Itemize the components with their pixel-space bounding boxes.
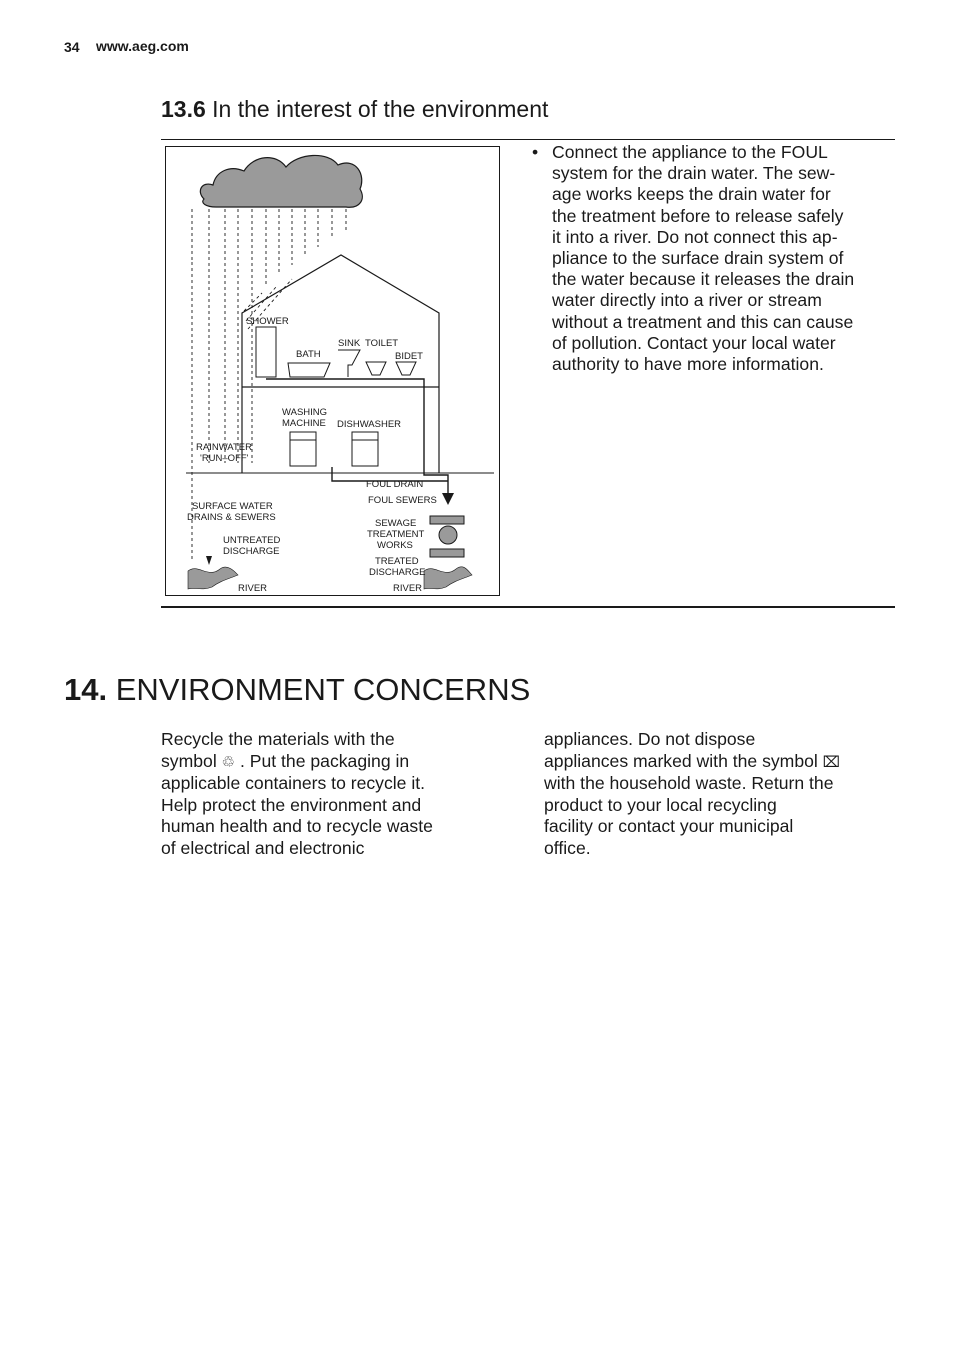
bullet-line: the treatment before to release safely <box>552 205 844 226</box>
recycle-icon: ♲ <box>221 753 236 771</box>
bullet-line: it into a river. Do not connect this ap- <box>552 226 838 247</box>
body-line: office. <box>544 837 591 858</box>
bullet-line: of pollution. Contact your local water <box>552 332 836 353</box>
house-outline <box>242 255 439 473</box>
label-river-right: RIVER <box>393 583 423 594</box>
dishwasher-unit <box>352 432 378 466</box>
bullet-line: authority to have more information. <box>552 354 824 375</box>
section-title-text: In the interest of the environment <box>212 96 549 122</box>
body-line: Help protect the environment and <box>161 794 422 815</box>
body-line: appliances marked with the symbol <box>544 750 818 771</box>
body-line: symbol <box>161 750 217 771</box>
chapter-title-text: ENVIRONMENT CONCERNS <box>115 672 531 707</box>
page-number: 34 <box>64 39 80 55</box>
section-title <box>161 96 548 123</box>
label-treated-2: DISCHARGE <box>369 567 426 578</box>
treatment-tank-top <box>430 516 464 524</box>
label-sewage-1: SEWAGE <box>375 518 417 529</box>
cloud-icon <box>200 155 362 207</box>
chapter-title <box>64 672 530 708</box>
label-sink: SINK <box>338 338 361 349</box>
body-line: of electrical and electronic <box>161 837 365 858</box>
label-washing-2: MACHINE <box>282 418 326 429</box>
label-bath: BATH <box>296 349 321 360</box>
bullet-line: Connect the appliance to the FOUL <box>552 142 828 162</box>
section-top-rule <box>161 139 895 140</box>
body-column-left <box>161 729 471 860</box>
label-washing-1: WASHING <box>282 407 328 418</box>
bath-unit <box>288 363 330 377</box>
body-line: appliances. Do not dispose <box>544 729 756 749</box>
bullet-line: age works keeps the drain water for <box>552 184 831 205</box>
label-foul-drain: FOUL DRAIN <box>366 479 424 490</box>
body-line: product to your local recycling <box>544 794 777 815</box>
body-line: with the household waste. Return the <box>544 773 834 794</box>
sink-unit <box>338 350 360 377</box>
body-line: facility or contact your municipal <box>544 816 794 837</box>
label-untreated-2: DISCHARGE <box>223 546 280 557</box>
label-treated-1: TREATED <box>375 556 419 567</box>
treatment-tank-middle <box>439 526 457 544</box>
foul-drain-arrow <box>442 493 454 505</box>
label-toilet: TOILET <box>365 338 399 349</box>
label-surface-1: SURFACE WATER <box>192 501 273 512</box>
body-line: Recycle the materials with the <box>161 729 395 749</box>
label-shower: SHOWER <box>246 316 289 327</box>
section-bottom-rule <box>161 606 895 608</box>
label-sewage-3: WORKS <box>377 540 413 551</box>
surface-drain-arrow <box>206 556 212 565</box>
label-rainwater-1: RAINWATER <box>196 442 252 453</box>
drainage-diagram-svg <box>166 147 501 597</box>
label-bidet: BIDET <box>395 351 423 362</box>
drainage-diagram <box>165 146 500 596</box>
label-untreated-1: UNTREATED <box>223 535 281 546</box>
body-line: human health and to recycle waste <box>161 816 433 837</box>
body-column-right <box>544 729 874 860</box>
label-surface-2: DRAINS & SEWERS <box>187 512 276 523</box>
toilet-unit <box>366 362 386 375</box>
river-right-icon <box>424 567 472 589</box>
river-left-icon <box>188 567 238 589</box>
website-url[interactable]: www.aeg.com <box>96 38 189 54</box>
bullet-line: the water because it releases the drain <box>552 269 855 290</box>
crossed-bin-icon: ⌧ <box>822 753 840 771</box>
shower-unit <box>256 327 276 377</box>
environment-bullet-list <box>532 142 894 375</box>
bullet-line: water directly into a river or stream <box>552 290 822 311</box>
section-number: 13.6 <box>161 96 206 122</box>
body-line: applicable containers to recycle it. <box>161 773 426 794</box>
body-line: . Put the packaging in <box>239 750 410 771</box>
bidet-unit <box>396 362 416 375</box>
bullet-line: system for the drain water. The sew- <box>552 163 836 184</box>
label-dishwasher: DISHWASHER <box>337 419 402 430</box>
bullet-line: pliance to the surface drain system of <box>552 248 844 269</box>
label-rainwater-2: 'RUN–OFF' <box>200 453 249 464</box>
foul-drain-pipes <box>266 379 448 495</box>
label-river-left: RIVER <box>238 583 268 594</box>
chapter-number: 14. <box>64 672 108 707</box>
bullet-line: without a treatment and this can cause <box>552 311 854 332</box>
treatment-tank-bottom <box>430 549 464 557</box>
list-item <box>532 142 894 375</box>
washing-machine-unit <box>290 432 316 466</box>
label-foul-sewers: FOUL SEWERS <box>368 495 437 506</box>
label-sewage-2: TREATMENT <box>367 529 425 540</box>
